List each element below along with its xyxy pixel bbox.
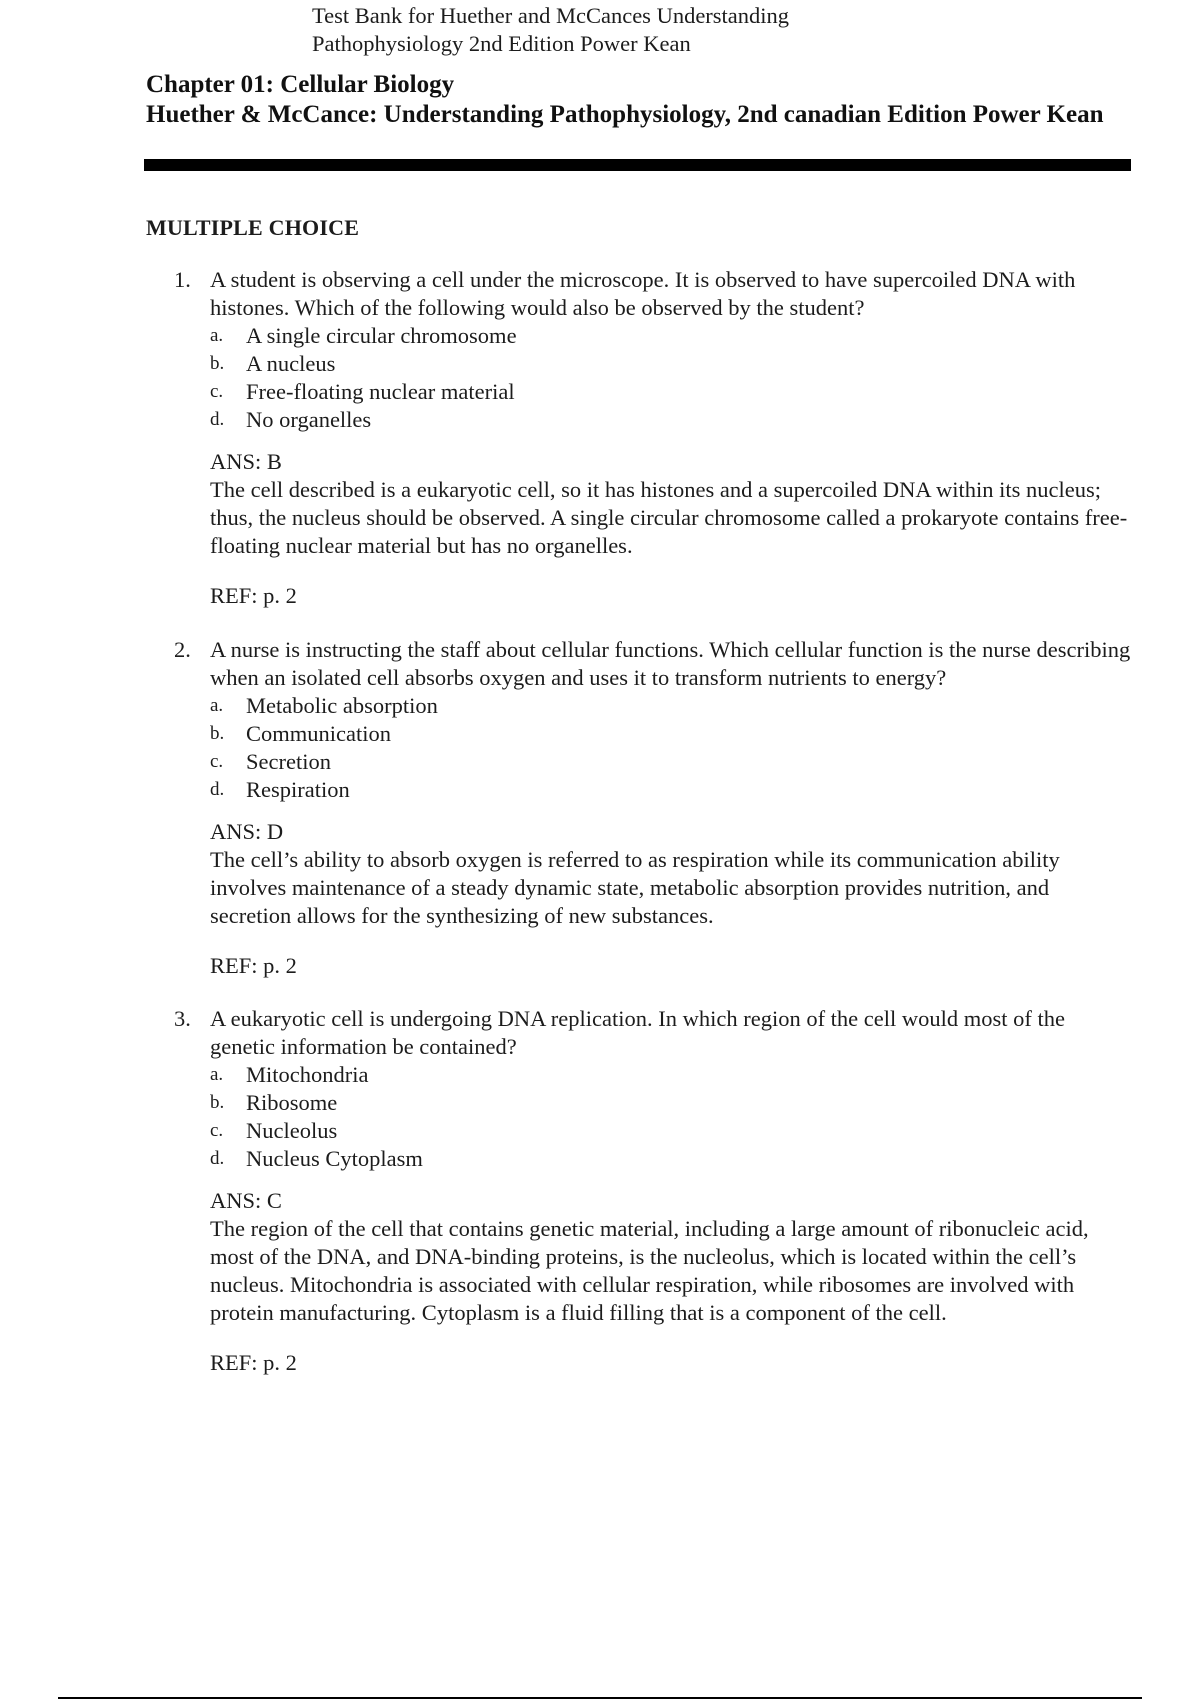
heading-divider <box>144 159 1131 171</box>
footer-divider <box>58 1697 1142 1699</box>
page-reference: REF: p. 2 <box>210 583 297 608</box>
option-text: No organelles <box>246 407 372 432</box>
options-list <box>210 692 1134 804</box>
option-letter: b. <box>210 1092 225 1113</box>
option-text: A single circular chromosome <box>246 323 517 348</box>
answer-key: ANS: B <box>210 449 282 474</box>
option-text: Free-floating nuclear material <box>246 379 515 404</box>
question-text: A nurse is instructing the staff about cellular functions. Which cellular function is the nurse describing when an isolated cell absorbs oxygen and uses it to transform nutrients to energy? <box>210 637 1131 690</box>
option-b <box>210 1089 1134 1117</box>
option-d <box>210 406 1134 434</box>
answer-rationale: The cell described is a eukaryotic cell, so it has histones and a supercoiled DNA within its nucleus; thus, the nucleus should be observed. A single circular chromosome called a prokaryote contains free-floating nuclear material but has no organelles. <box>210 477 1128 558</box>
question-number: 3. <box>174 1006 191 1031</box>
section-heading: MULTIPLE CHOICE <box>146 215 360 240</box>
book-title: Huether & McCance: Understanding Pathophysiology, 2nd canadian Edition Power Kean <box>146 101 1104 128</box>
question-stem <box>174 1005 1134 1061</box>
option-b <box>210 720 1134 748</box>
question-number: 1. <box>174 267 191 292</box>
question-3 <box>174 1005 1134 1377</box>
header-line-2: Pathophysiology 2nd Edition Power Kean <box>312 31 691 56</box>
option-text: Metabolic absorption <box>246 693 438 718</box>
option-text: Respiration <box>246 777 350 802</box>
option-letter: d. <box>210 779 225 800</box>
option-d <box>210 1145 1134 1173</box>
option-c <box>210 748 1134 776</box>
option-letter: c. <box>210 751 224 772</box>
question-text: A eukaryotic cell is undergoing DNA replication. In which region of the cell would most of the genetic information be contained? <box>210 1006 1066 1059</box>
question-stem <box>174 266 1134 322</box>
running-header <box>312 2 789 58</box>
option-d <box>210 776 1134 804</box>
option-a <box>210 1061 1134 1089</box>
option-a <box>210 692 1134 720</box>
option-a <box>210 322 1134 350</box>
option-letter: a. <box>210 1064 224 1085</box>
option-text: Mitochondria <box>246 1062 369 1087</box>
answer-key: ANS: D <box>210 819 284 844</box>
question-number: 2. <box>174 637 191 662</box>
option-letter: c. <box>210 1120 224 1141</box>
option-letter: b. <box>210 723 225 744</box>
answer-rationale: The cell’s ability to absorb oxygen is referred to as respiration while its communication ability involves maintenance of a steady dynamic state, metabolic absorption provides nutrition, and secretion allows for the synthesizing of new substances. <box>210 847 1060 928</box>
chapter-title: Chapter 01: Cellular Biology <box>146 71 455 98</box>
option-letter: c. <box>210 381 224 402</box>
option-c <box>210 378 1134 406</box>
page-reference: REF: p. 2 <box>210 953 297 978</box>
question-2 <box>174 636 1134 980</box>
question-1 <box>174 266 1134 610</box>
question-text: A student is observing a cell under the microscope. It is observed to have supercoiled DNA with histones. Which of the following would also be observed by the student? <box>210 267 1076 320</box>
option-letter: b. <box>210 353 225 374</box>
question-stem <box>174 636 1134 692</box>
page-reference: REF: p. 2 <box>210 1350 297 1375</box>
option-text: Ribosome <box>246 1090 338 1115</box>
options-list <box>210 322 1134 434</box>
option-text: A nucleus <box>246 351 336 376</box>
option-text: Secretion <box>246 749 331 774</box>
option-letter: a. <box>210 325 224 346</box>
option-text: Communication <box>246 721 391 746</box>
option-text: Nucleus Cytoplasm <box>246 1146 423 1171</box>
answer-rationale: The region of the cell that contains genetic material, including a large amount of ribonucleic acid, most of the DNA, and DNA-binding proteins, is the nucleolus, which is located within the cell’s nucleus. Mitochondria is associated with cellular respiration, while ribosomes are involved with protein manufacturing. Cytoplasm is a fluid filling that is a component of the cell. <box>210 1216 1089 1325</box>
option-b <box>210 350 1134 378</box>
option-text: Nucleolus <box>246 1118 338 1143</box>
option-c <box>210 1117 1134 1145</box>
options-list <box>210 1061 1134 1173</box>
header-line-1: Test Bank for Huether and McCances Understanding <box>312 3 790 28</box>
option-letter: a. <box>210 695 224 716</box>
chapter-heading <box>146 70 1136 130</box>
option-letter: d. <box>210 409 225 430</box>
option-letter: d. <box>210 1148 225 1169</box>
answer-key: ANS: C <box>210 1188 282 1213</box>
